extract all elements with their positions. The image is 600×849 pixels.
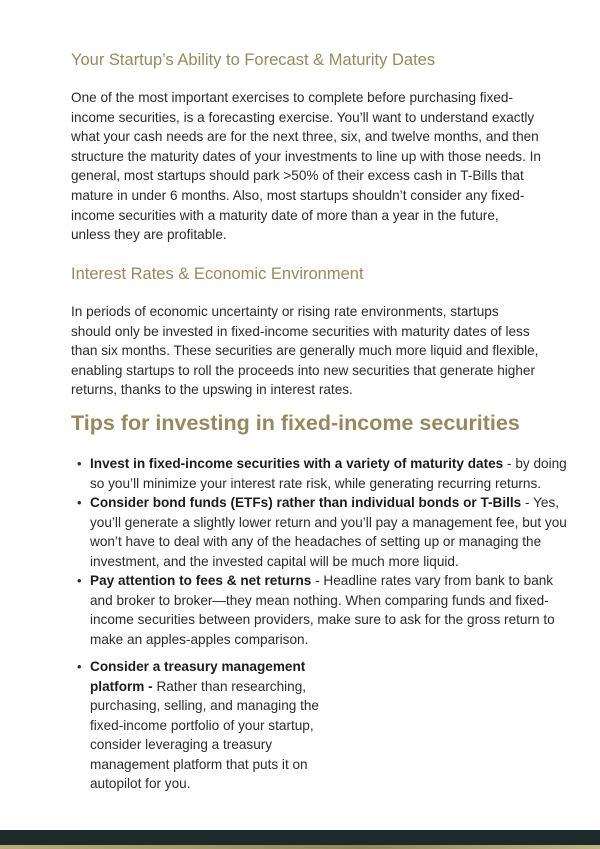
list-item	[71, 454, 571, 493]
tip-title: Consider a treasury management platform -	[90, 659, 306, 694]
section-heading-interest-rates: Interest Rates & Economic Environment	[71, 265, 364, 283]
tip-title: Consider bond funds (ETFs) rather than individual bonds or T-Bills	[90, 495, 522, 510]
list-item	[71, 493, 571, 571]
bullet-icon: •	[77, 659, 82, 674]
list-item	[71, 657, 320, 794]
footer-accent-stripe	[0, 845, 600, 849]
paragraph-forecast: One of the most important exercises to complete before purchasing fixed-income securities, is a forecasting exercise. You’ll want to understand exactly what your cash needs are for the next three, six, and twelve months, and then structure the maturity dates of your investments to line up with those needs. In general, most startups should park >50% of their excess cash in T-Bills that mature in under 6 months. Also, most startups shouldn’t consider any fixed-income securities with a maturity date of more than a year in the future, unless they are profitable.	[71, 90, 541, 243]
tip-title: Pay attention to fees & net returns	[90, 573, 312, 588]
bullet-icon: •	[77, 495, 82, 510]
tip-text: Rather than researching, purchasing, selling, and managing the fixed-income portfolio of your startup, consider leveraging a treasury management platform that puts it on autopilot for you.	[90, 678, 319, 791]
bullet-icon: •	[77, 573, 82, 588]
tips-list	[71, 454, 571, 794]
paragraph-interest-rates: In periods of economic uncertainty or rising rate environments, startups should only be invested in fixed-income securities with maturity dates of less than six months. These securities are generally much more liquid and flexible, enabling startups to roll the proceeds into new securities that generate higher returns, thanks to the upswing in interest rates.	[71, 304, 539, 398]
list-item	[71, 571, 571, 649]
section-heading-forecast: Your Startup’s Ability to Forecast & Maturity Dates	[71, 51, 436, 69]
tip-text: - Headline rates vary from bank to bank and broker to broker—they mean nothing. When comparing funds and fixed-income securities between providers, make sure to ask for the gross return to make an apples-apples comparison.	[90, 573, 555, 647]
tip-text: - by doing so you’ll minimize your interest rate risk, while generating recurring returns.	[90, 456, 567, 491]
bullet-icon: •	[77, 456, 82, 471]
tips-heading: Tips for investing in fixed-income securities	[71, 411, 520, 435]
tip-text: - Yes, you’ll generate a slightly lower return and you’ll pay a management fee, but you won’t have to deal with any of the headaches of setting up or managing the investment, and the invested capital will be much more liquid.	[90, 495, 567, 569]
tip-title: Invest in fixed-income securities with a variety of maturity dates	[90, 456, 504, 471]
